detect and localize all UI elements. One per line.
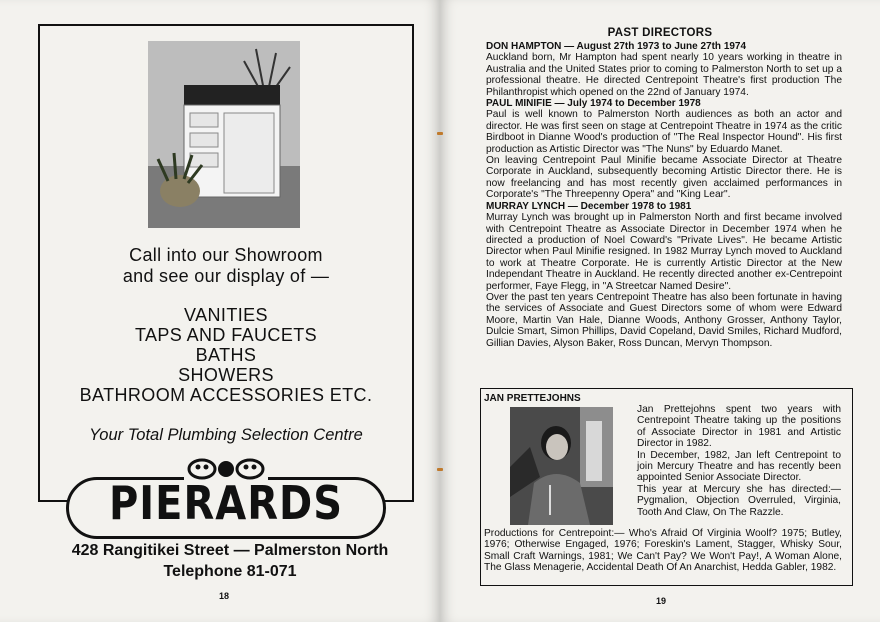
director-heading: DON HAMPTON — August 27th 1973 to June 27th 1974 <box>486 41 747 52</box>
product-item: VANITIES <box>184 305 268 325</box>
staple-bottom <box>437 468 443 471</box>
ad-intro-line-2: and see our display of — <box>122 266 330 286</box>
product-item: BATHS <box>195 345 257 365</box>
portrait-photo <box>510 407 613 525</box>
page-title: PAST DIRECTORS <box>607 27 713 39</box>
staple-top <box>437 132 443 135</box>
page-number-right: 19 <box>656 596 667 606</box>
director-paragraph: Murray Lynch was brought up in Palmerston North and first became involved with Centrepoint Theatre as Associate Director in December 1974 when he directed a production of Noel Coward's "Private Lives". He became Artistic Director when Paul Minifie resigned. In 1982 Murray Lynch moved to Auckland to work at Theatre Corporate. He is currently Artistic Director at the New Independant Theatre in Auckland. He recently directed another ex-Centrepoint performer, Faye Flegg, in "A Streetcar Named Desire". <box>486 212 842 292</box>
store-telephone: Telephone 81-071 <box>163 563 297 580</box>
product-item: TAPS AND FAUCETS <box>134 325 318 345</box>
directors-article <box>486 41 842 349</box>
feature-paragraph: Jan Prettejohns spent two years with Centrepoint Theatre taking up the positions of Associate Director in 1981 and Artistic Director in 1982. <box>637 404 841 450</box>
ad-intro-line-1: Call into our Showroom <box>129 245 323 265</box>
product-item: BATHROOM ACCESSORIES ETC. <box>79 385 373 405</box>
feature-paragraph: This year at Mercury she has directed:— Pygmalion, Objection Overruled, Virginia, Tooth And Claw, On The Razzle. <box>637 483 841 518</box>
director-paragraph: Over the past ten years Centrepoint Theatre has also been fortunate in having the services of Associate and Guest Directors some of whom were Edward Moore, Martin Van Hale, Dianne Woods, Anthony Grosser, Anthony Taylor, Dulcie Smart, Simon Phillips, David Copeland, David Smiles, Richard Mudford, Gillian Davies, Alyson Baker, Ross Duncan, Mervyn Thompson. <box>486 291 842 349</box>
brand-name: PIERARDS <box>108 477 344 531</box>
feature-bio <box>637 404 841 518</box>
feature-paragraph: In December, 1982, Jan left Centrepoint to join Mercury Theatre and has recently been appointed Senior Associate Director. <box>637 449 841 484</box>
director-paragraph: On leaving Centrepoint Paul Minifie became Associate Director at Theatre Corporate in Auckland, subsequently becoming Artistic Director there. He is now freelancing and has most recently given acclaimed performances in Corporate's "The Threepenny Opera" and "King Lear". <box>486 155 842 201</box>
product-item: SHOWERS <box>178 365 274 385</box>
feature-name: JAN PRETTEJOHNS <box>484 393 581 404</box>
store-address: 428 Rangitikei Street — Palmerston North <box>71 542 389 559</box>
feature-productions: Productions for Centrepoint:— Who's Afraid Of Virginia Woolf? 1975; Butley, 1976; Otherwise Engaged, 1976; Foreskin's Lament, Stagger, Whisky Sour, Small Craft Warnings, 1981; We Can't Pay? We Won't Pay!, A Woman Alone, The Glass Menagerie, Accidental Death Of An Anarchist, Hedda Gabler, 1982. <box>484 528 842 574</box>
director-heading: PAUL MINIFIE — July 1974 to December 1978 <box>486 98 701 110</box>
director-heading: MURRAY LYNCH — December 1978 to 1981 <box>486 200 692 212</box>
director-paragraph: Auckland born, Mr Hampton had spent nearly 10 years working in theatre in Australia and the United States prior to coming to Palmerston North to set up a professional theatre. He directed Centrepoint Theatre's first production The Philanthropist which opened on the 22nd of January 1974. <box>486 52 842 98</box>
director-paragraph: Paul is well known to Palmerston North audiences as both an actor and director. He was first seen on stage at Centrepoint Theatre in 1974 as the critic Birdboot in Dianne Wood's production of "The Real Inspector Hound". His first production as Artistic Director was "The Nuns" by Eduardo Manet. <box>486 109 842 155</box>
vanity-photo <box>148 41 300 228</box>
pierards-logo <box>66 461 386 539</box>
page-number-left: 18 <box>219 591 230 601</box>
ad-slogan: Your Total Plumbing Selection Centre <box>89 426 363 444</box>
